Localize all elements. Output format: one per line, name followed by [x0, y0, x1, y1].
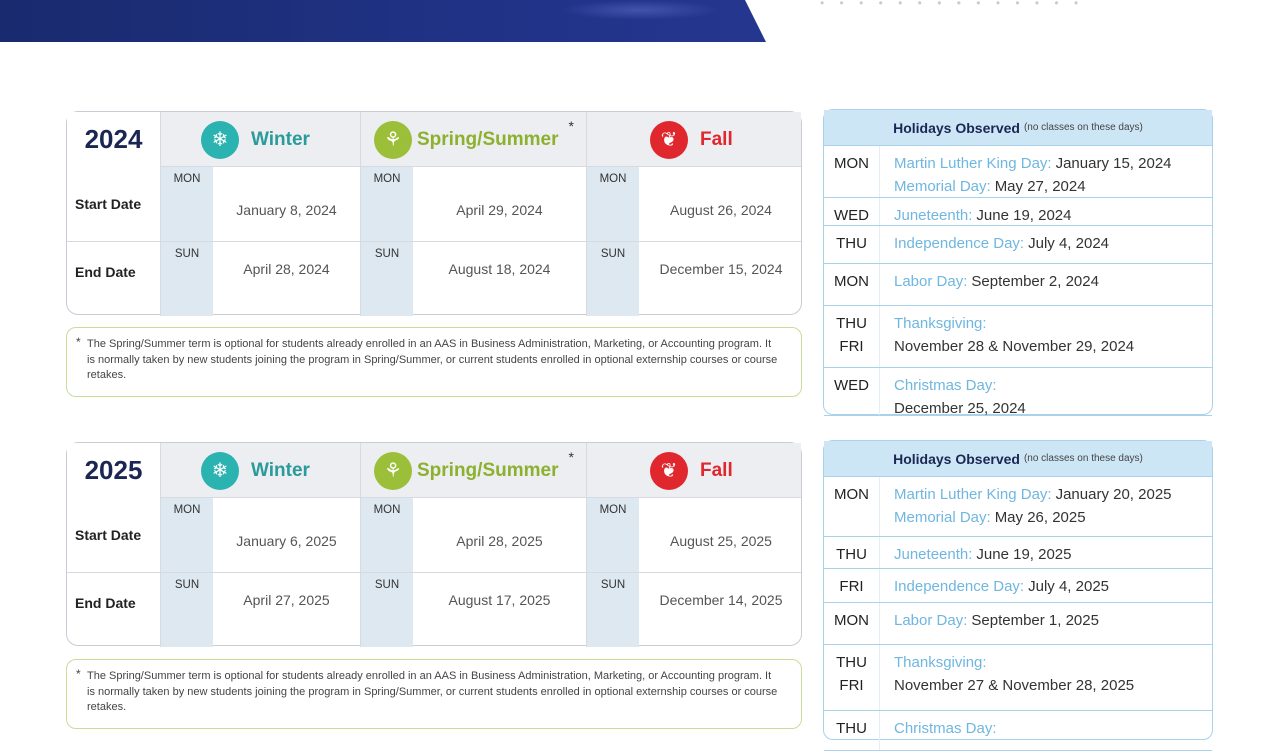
holiday-date: December 25, 2024 — [894, 400, 1026, 417]
holiday-row — [824, 569, 1212, 603]
holiday-date: July 4, 2025 — [1028, 578, 1109, 595]
start-date-label: Start Date — [67, 167, 161, 241]
holiday-line — [894, 374, 1212, 397]
holiday-details — [880, 306, 1212, 367]
end-date-value: December 14, 2025 — [659, 592, 783, 608]
weekday-label: MON — [361, 167, 413, 241]
start-date-value: April 29, 2024 — [413, 167, 587, 241]
holiday-row — [824, 711, 1212, 751]
holiday-row — [824, 198, 1212, 226]
holiday-name: Thanksgiving: — [894, 315, 987, 332]
weekday-label: SUN — [587, 242, 639, 316]
holiday-weekday — [824, 477, 880, 536]
holiday-weekday — [824, 603, 880, 644]
holidays-header — [824, 110, 1212, 146]
holiday-weekday — [824, 645, 880, 710]
holiday-line — [894, 575, 1212, 598]
holiday-date: June 19, 2024 — [976, 207, 1072, 224]
term-name: Winter — [251, 459, 310, 481]
footnote-box — [66, 327, 802, 397]
leaf-icon: ❦ — [650, 121, 688, 159]
holidays-panel — [823, 440, 1213, 740]
weekday-label: MON — [161, 167, 213, 241]
holiday-line — [894, 506, 1212, 529]
holiday-weekday-label: THU — [836, 654, 867, 671]
holiday-date: July 4, 2024 — [1028, 235, 1109, 252]
holiday-row — [824, 537, 1212, 569]
holiday-row — [824, 645, 1212, 711]
holiday-details — [880, 264, 1212, 305]
term-header-row — [67, 112, 801, 167]
end-date-value: April 28, 2024 — [213, 242, 361, 316]
holiday-details — [880, 477, 1212, 536]
weekday-label: SUN — [161, 573, 213, 647]
holiday-weekday-label: MON — [834, 273, 869, 290]
holiday-name: Christmas Day: — [894, 720, 997, 737]
holiday-weekday-label: FRI — [839, 677, 864, 694]
holiday-line — [894, 674, 1212, 697]
end-date-label: End Date — [67, 242, 161, 316]
holiday-line — [894, 204, 1212, 227]
holiday-name: Independence Day: — [894, 235, 1025, 252]
holiday-row — [824, 264, 1212, 306]
holiday-weekday — [824, 368, 880, 415]
calendar-year: 2025 — [67, 443, 161, 498]
holiday-line — [894, 483, 1212, 506]
holiday-date: June 19, 2025 — [976, 546, 1072, 563]
term-header — [361, 112, 587, 167]
end-date-label: End Date — [67, 573, 161, 647]
holiday-weekday-label: WED — [834, 377, 869, 394]
term-header — [161, 443, 361, 498]
holiday-weekday-label: THU — [836, 315, 867, 332]
holiday-row — [824, 603, 1212, 645]
holiday-weekday — [824, 198, 880, 225]
holiday-name: Juneteenth: — [894, 207, 973, 224]
end-date-row — [67, 242, 801, 316]
holiday-name: Martin Luther King Day: — [894, 486, 1052, 503]
end-date-value: August 18, 2024 — [413, 242, 587, 316]
sprout-icon: ⚘ — [374, 452, 412, 490]
banner-glow — [560, 0, 720, 20]
footnote-text: The Spring/Summer term is optional for students already enrolled in an AAS in Business Administration, Marketing, or Accounting program. It is normally taken by new students joining the program in Spring/Summer, or current students enrolled in optional externship courses or course retakes. — [87, 670, 778, 713]
term-header — [587, 443, 803, 498]
sprout-icon: ⚘ — [374, 121, 412, 159]
holiday-name: Memorial Day: — [894, 509, 991, 526]
holiday-date: January 20, 2025 — [1055, 486, 1172, 503]
holiday-details — [880, 645, 1212, 710]
snowflake-icon: ❄ — [201, 121, 239, 159]
start-date-row — [67, 498, 801, 573]
weekday-label: MON — [587, 498, 639, 572]
term-header — [361, 443, 587, 498]
holiday-line — [894, 543, 1212, 566]
holiday-date: May 26, 2025 — [994, 509, 1086, 526]
leaf-icon: ❦ — [650, 452, 688, 490]
holiday-line — [894, 312, 1212, 335]
footnote-marker: * — [76, 335, 81, 349]
holidays-subtitle: (no classes on these days) — [1023, 122, 1143, 133]
holiday-weekday-label: FRI — [839, 578, 864, 595]
term-name: Fall — [700, 459, 733, 481]
term-calendar-table — [66, 111, 802, 315]
footnote-marker: * — [568, 118, 574, 134]
holiday-date: November 27 & November 28, 2025 — [894, 677, 1135, 694]
weekday-label: MON — [361, 498, 413, 572]
holiday-details — [880, 537, 1212, 568]
holiday-name: Labor Day: — [894, 612, 968, 629]
start-date-label: Start Date — [67, 498, 161, 572]
start-date-value: January 6, 2025 — [213, 498, 361, 572]
snowflake-icon: ❄ — [201, 452, 239, 490]
holiday-weekday — [824, 306, 880, 367]
start-date-value: August 25, 2025 — [670, 533, 772, 549]
holiday-weekday-label: THU — [836, 720, 867, 737]
term-header — [587, 112, 803, 167]
holiday-weekday — [824, 264, 880, 305]
holiday-details — [880, 569, 1212, 602]
holidays-title: Holidays Observed — [893, 119, 1020, 136]
holiday-name: Thanksgiving: — [894, 654, 987, 671]
holidays-panel — [823, 109, 1213, 415]
start-date-value: April 28, 2025 — [413, 498, 587, 572]
holiday-date: January 15, 2024 — [1055, 155, 1172, 172]
footnote-box — [66, 659, 802, 729]
start-date-value: August 26, 2024 — [670, 202, 772, 218]
holiday-weekday — [824, 146, 880, 197]
holiday-details — [880, 146, 1212, 197]
term-name: Spring/Summer — [417, 459, 559, 481]
holiday-weekday-label: THU — [836, 235, 867, 252]
term-calendar-table — [66, 442, 802, 646]
holiday-line — [894, 270, 1212, 293]
term-header — [161, 112, 361, 167]
holiday-details — [880, 198, 1212, 225]
start-date-row — [67, 167, 801, 242]
term-name: Fall — [700, 128, 733, 150]
holiday-line — [894, 335, 1212, 358]
holiday-line — [894, 232, 1212, 255]
holiday-details — [880, 603, 1212, 644]
holidays-header — [824, 441, 1212, 477]
header-corner-text: • • • • • • • • • • • • • • — [820, 0, 1085, 10]
end-date-row — [67, 573, 801, 647]
end-date-value: August 17, 2025 — [413, 573, 587, 647]
footnote-marker: * — [76, 667, 81, 681]
footnote-marker: * — [568, 449, 574, 465]
holiday-line — [894, 717, 1212, 740]
holiday-line — [894, 175, 1212, 198]
holidays-subtitle: (no classes on these days) — [1023, 453, 1143, 464]
holiday-line — [894, 651, 1212, 674]
weekday-label: SUN — [587, 573, 639, 647]
holiday-weekday-label: THU — [836, 546, 867, 563]
holiday-line — [894, 152, 1212, 175]
holiday-row — [824, 146, 1212, 198]
holiday-weekday — [824, 537, 880, 568]
holiday-weekday-label: MON — [834, 155, 869, 172]
term-name: Winter — [251, 128, 310, 150]
holiday-name: Juneteenth: — [894, 546, 973, 563]
holiday-line — [894, 397, 1212, 420]
weekday-label: SUN — [361, 242, 413, 316]
weekday-label: MON — [161, 498, 213, 572]
holiday-weekday-label: MON — [834, 612, 869, 629]
holiday-details — [880, 711, 1212, 750]
holiday-date: November 28 & November 29, 2024 — [894, 338, 1135, 355]
holiday-weekday — [824, 711, 880, 750]
holiday-weekday — [824, 569, 880, 602]
holiday-name: Christmas Day: — [894, 377, 997, 394]
holiday-row — [824, 226, 1212, 264]
end-date-value: December 15, 2024 — [659, 261, 783, 277]
holiday-name: Martin Luther King Day: — [894, 155, 1052, 172]
weekday-label: SUN — [361, 573, 413, 647]
holiday-row — [824, 368, 1212, 416]
holiday-name: Labor Day: — [894, 273, 968, 290]
end-date-value: April 27, 2025 — [213, 573, 361, 647]
holiday-name: Independence Day: — [894, 578, 1025, 595]
holiday-weekday-label: WED — [834, 207, 869, 224]
holiday-row — [824, 306, 1212, 368]
footnote-text: The Spring/Summer term is optional for students already enrolled in an AAS in Business Administration, Marketing, or Accounting program. It is normally taken by new students joining the program in Spring/Summer, or current students enrolled in optional externship courses or course retakes. — [87, 338, 778, 381]
holiday-line — [894, 609, 1212, 632]
weekday-label: MON — [587, 167, 639, 241]
holiday-date: May 27, 2024 — [994, 178, 1086, 195]
holiday-weekday — [824, 226, 880, 263]
weekday-label: SUN — [161, 242, 213, 316]
holiday-date: September 2, 2024 — [971, 273, 1099, 290]
holiday-details — [880, 226, 1212, 263]
term-header-row — [67, 443, 801, 498]
holiday-weekday-label: FRI — [839, 338, 864, 355]
holiday-row — [824, 477, 1212, 537]
start-date-value: January 8, 2024 — [213, 167, 361, 241]
calendar-year: 2024 — [67, 112, 161, 167]
holiday-name: Memorial Day: — [894, 178, 991, 195]
holiday-details — [880, 368, 1212, 415]
holiday-date: September 1, 2025 — [971, 612, 1099, 629]
holiday-weekday-label: MON — [834, 486, 869, 503]
term-name: Spring/Summer — [417, 128, 559, 150]
holidays-title: Holidays Observed — [893, 450, 1020, 467]
